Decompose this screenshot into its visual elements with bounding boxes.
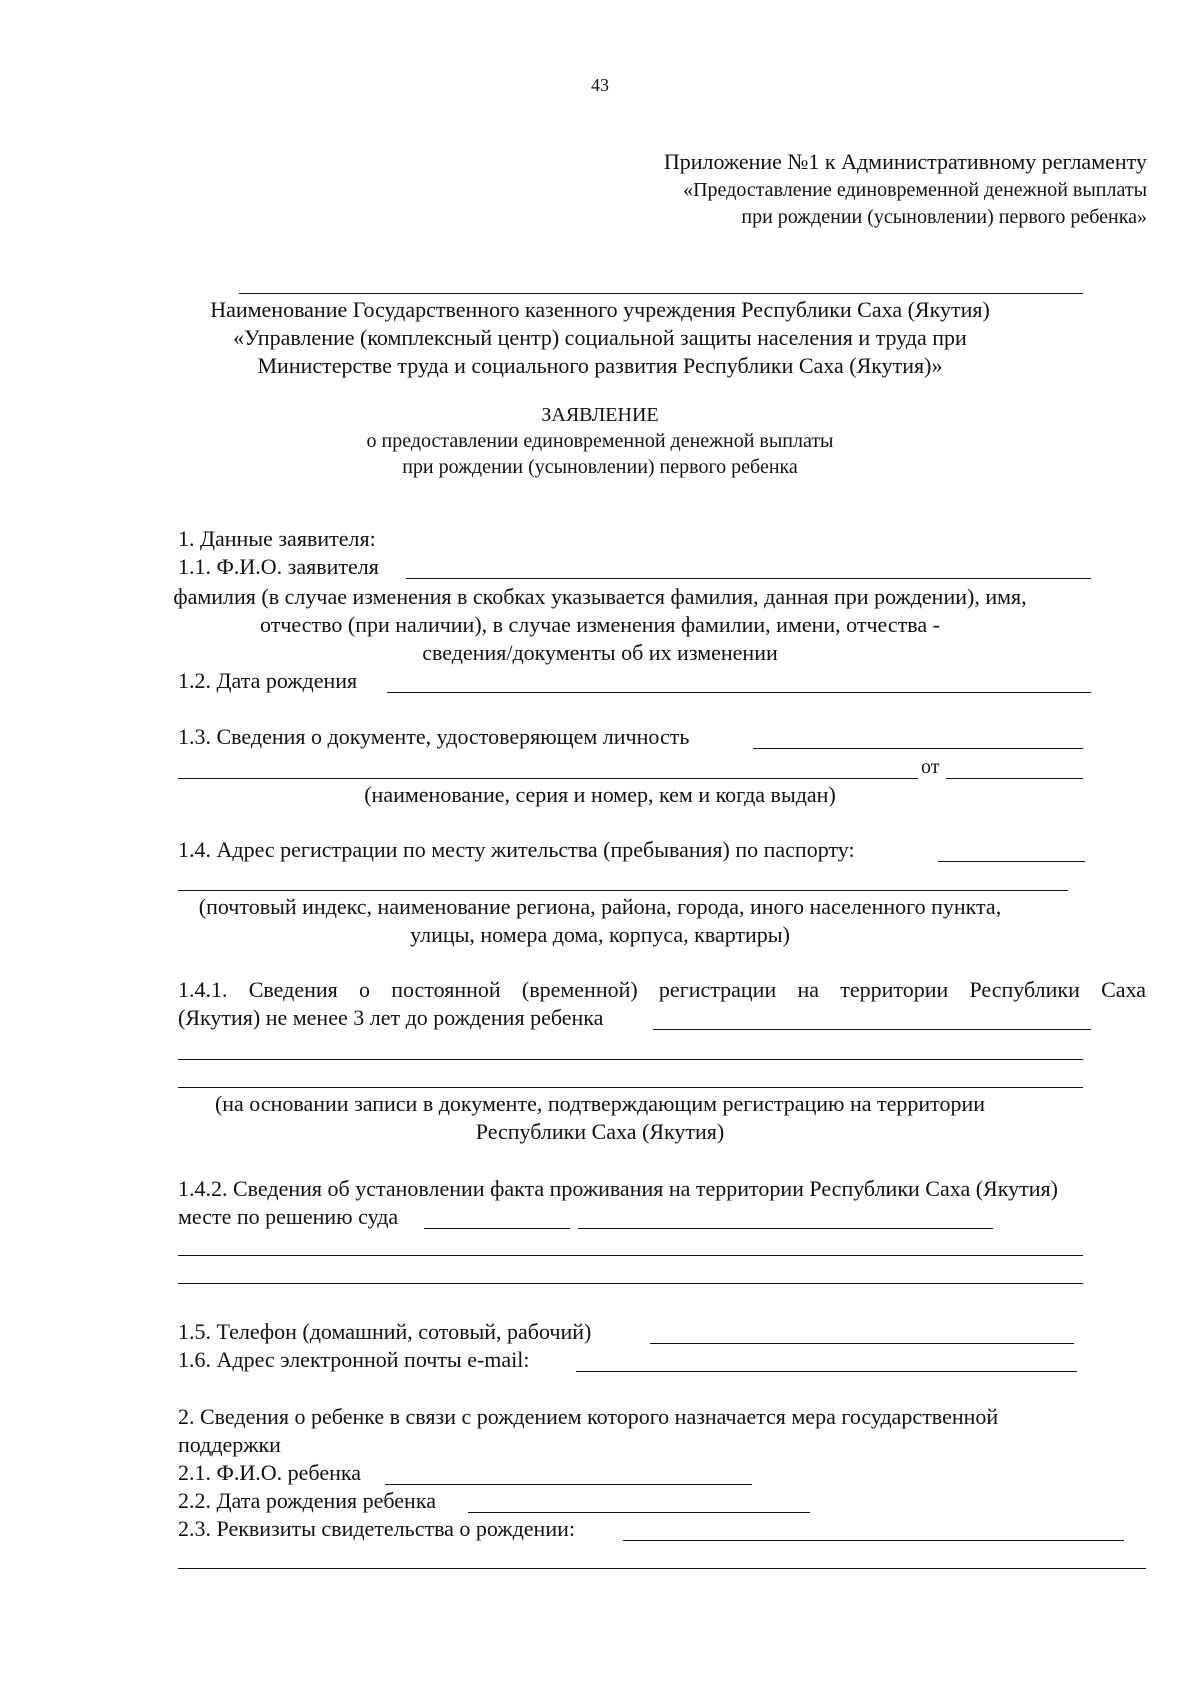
birth-date-field[interactable] — [387, 692, 1091, 693]
residence-3-years-field-3[interactable] — [178, 1087, 1083, 1088]
document-title: ЗАЯВЛЕНИЕ — [541, 404, 659, 426]
applicant-fio-hint-3: сведения/документы об их изменении — [422, 640, 778, 665]
residence-3-years-hint-1: (на основании записи в документе, подтверждающим регистрацию на территории — [214, 1091, 986, 1116]
applicant-fio-hint-1: фамилия (в случае изменения в скобках указывается фамилия, данная при рождении), имя, — [173, 584, 1027, 609]
residence-3-years-field-2[interactable] — [178, 1059, 1083, 1060]
court-residence-field-2[interactable] — [578, 1228, 993, 1229]
appendix-line-1: Приложение №1 к Административному регламенту — [663, 149, 1147, 174]
institution-line-1: Наименование Государственного казенного учреждения Республики Саха (Якутия) — [210, 297, 990, 322]
child-fio-label: 2.1. Ф.И.О. ребенка — [178, 1460, 361, 1485]
identity-document-issue-date-field[interactable] — [946, 778, 1083, 779]
section1-heading: 1. Данные заявителя: — [178, 526, 376, 551]
applicant-fio-label: 1.1. Ф.И.О. заявителя — [178, 554, 379, 579]
child-fio-field[interactable] — [385, 1484, 752, 1485]
court-residence-field-3[interactable] — [178, 1255, 1083, 1256]
section2-heading-line-1: 2. Сведения о ребенке в связи с рождением которого назначается мера государственной — [178, 1404, 999, 1429]
registration-address-field-2[interactable] — [178, 890, 1068, 891]
registration-address-label: 1.4. Адрес регистрации по месту жительства (пребывания) по паспорту: — [178, 837, 855, 862]
institution-blank-line — [239, 293, 1083, 294]
court-residence-label-line-1: 1.4.2. Сведения об установлении факта проживания на территории Республики Саха (Якутия) — [178, 1176, 1058, 1201]
residence-3-years-hint-2: Республики Саха (Якутия) — [475, 1119, 725, 1144]
identity-document-from-label: от — [921, 756, 940, 778]
email-label: 1.6. Адрес электронной почты e-mail: — [178, 1347, 530, 1372]
identity-document-hint: (наименование, серия и номер, кем и когда выдан) — [364, 782, 836, 807]
applicant-fio-field[interactable] — [406, 578, 1091, 579]
court-residence-field[interactable] — [424, 1228, 570, 1229]
registration-address-hint-1: (почтовый индекс, наименование региона, района, города, иного населенного пункта, — [198, 894, 1002, 919]
phone-field[interactable] — [650, 1343, 1074, 1344]
court-residence-label-line-2: месте по решению суда — [178, 1204, 399, 1229]
residence-3-years-label-line-1: 1.4.1. Сведения о постоянной (временной) регистрации на территории Республики Саха — [178, 977, 1146, 1002]
page-number: 43 — [591, 75, 609, 95]
child-birth-date-label: 2.2. Дата рождения ребенка — [178, 1488, 436, 1513]
applicant-fio-hint-2: отчество (при наличии), в случае изменения фамилии, имени, отчества - — [260, 612, 940, 637]
child-birth-date-field[interactable] — [468, 1512, 810, 1513]
institution-line-2: «Управление (комплексный центр) социальной защиты населения и труда при — [233, 325, 967, 350]
registration-address-hint-2: улицы, номера дома, корпуса, квартиры) — [410, 922, 790, 947]
document-subtitle-1: о предоставлении единовременной денежной выплаты — [366, 430, 834, 452]
court-residence-field-4[interactable] — [178, 1283, 1083, 1284]
birth-certificate-field-2[interactable] — [178, 1568, 1146, 1569]
birth-certificate-label: 2.3. Реквизиты свидетельства о рождении: — [178, 1516, 575, 1541]
registration-address-field[interactable] — [938, 861, 1085, 862]
birth-date-label: 1.2. Дата рождения — [178, 668, 358, 693]
email-field[interactable] — [576, 1371, 1077, 1372]
section2-heading-line-2: поддержки — [178, 1432, 281, 1457]
identity-document-field-2[interactable] — [178, 778, 918, 779]
phone-label: 1.5. Телефон (домашний, сотовый, рабочий) — [178, 1319, 592, 1344]
residence-3-years-label-line-2: (Якутия) не менее 3 лет до рождения ребенка — [178, 1005, 604, 1030]
appendix-line-3: при рождении (усыновлении) первого ребенка» — [741, 206, 1147, 228]
identity-document-field[interactable] — [753, 748, 1083, 749]
institution-line-3: Министерстве труда и социального развития Республики Саха (Якутия)» — [257, 353, 943, 378]
document-subtitle-2: при рождении (усыновлении) первого ребенка — [402, 456, 798, 478]
identity-document-label: 1.3. Сведения о документе, удостоверяющем личность — [178, 724, 690, 749]
appendix-line-2: «Предоставление единовременной денежной выплаты — [683, 179, 1147, 201]
residence-3-years-field[interactable] — [653, 1029, 1091, 1030]
birth-certificate-field[interactable] — [623, 1540, 1124, 1541]
